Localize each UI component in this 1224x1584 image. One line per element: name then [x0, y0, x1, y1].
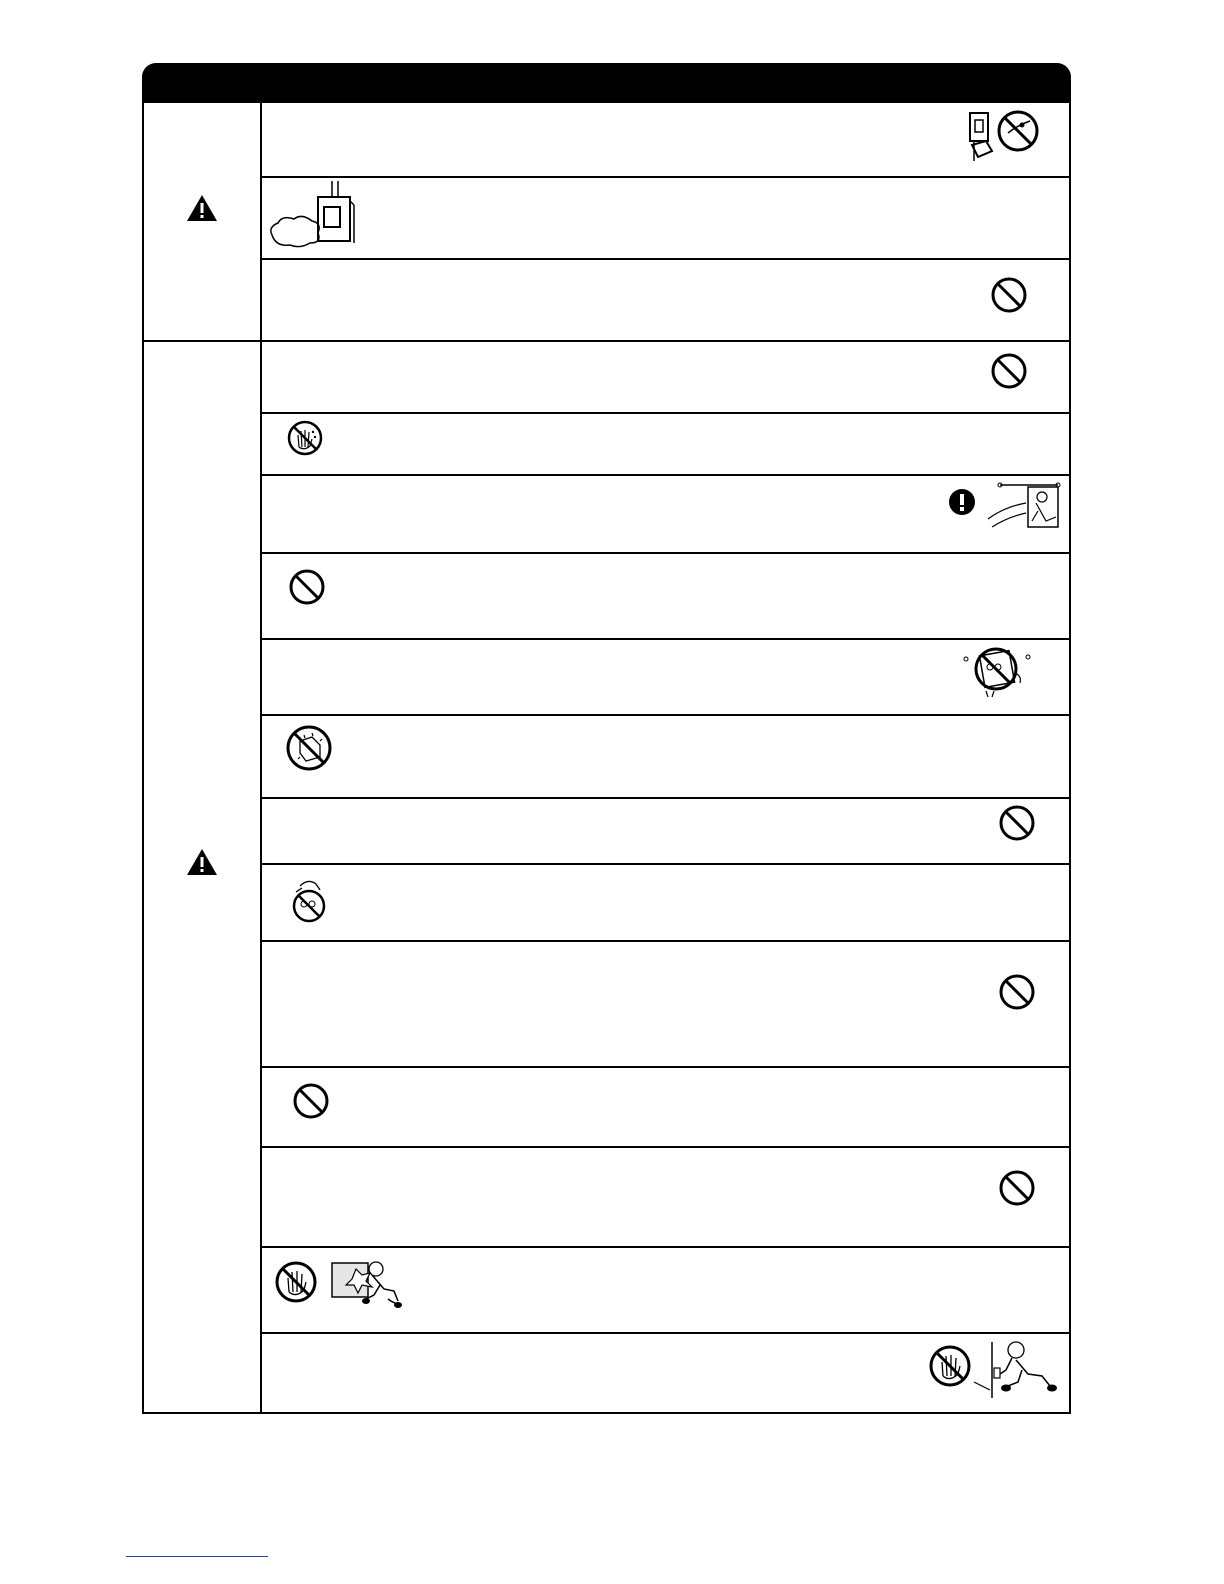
water-splash-prohibited-icon	[284, 723, 334, 773]
row-divider	[262, 412, 1071, 414]
row-divider	[262, 1066, 1071, 1068]
prohibited-icon	[990, 352, 1028, 390]
person-bumping-unit-icon	[326, 1255, 404, 1315]
mandatory-action-icon	[948, 488, 976, 516]
row-divider	[262, 474, 1071, 476]
no-touch-icon	[274, 1260, 318, 1304]
row-divider	[262, 1146, 1071, 1148]
prohibited-icon	[288, 568, 326, 606]
circuit-breaker-icon	[266, 181, 362, 253]
footer-underline	[126, 1556, 268, 1557]
table-header-bar	[142, 63, 1071, 103]
row-divider	[262, 1246, 1071, 1248]
wet-hands-prohibited-icon	[286, 419, 324, 457]
row-divider	[262, 258, 1071, 260]
warning-triangle-icon	[186, 848, 218, 876]
row-divider	[262, 552, 1071, 554]
row-divider	[262, 638, 1071, 640]
safety-precautions-table	[142, 63, 1071, 1414]
row-divider	[262, 940, 1071, 942]
warning-triangle-icon	[186, 194, 218, 222]
no-touch-icon	[928, 1344, 972, 1388]
table-grid	[142, 103, 1071, 1414]
section-divider	[142, 340, 262, 342]
prohibited-icon	[990, 276, 1028, 314]
row-divider	[262, 797, 1071, 799]
column-divider	[260, 103, 262, 1414]
power-outlet-prohibited-icon	[968, 107, 1044, 165]
prohibited-icon	[998, 973, 1036, 1011]
row-divider	[262, 863, 1071, 865]
prohibited-icon	[292, 1082, 330, 1120]
window-ventilation-icon	[986, 481, 1062, 533]
person-at-outlet-icon	[972, 1338, 1060, 1400]
prohibited-icon	[998, 804, 1036, 842]
row-divider	[262, 714, 1071, 716]
row-divider	[262, 176, 1071, 178]
person-prohibited-icon	[286, 876, 332, 926]
unit-shock-prohibited-icon	[958, 639, 1034, 701]
prohibited-icon	[998, 1169, 1036, 1207]
row-divider	[262, 1332, 1071, 1334]
row-divider	[262, 340, 1071, 342]
